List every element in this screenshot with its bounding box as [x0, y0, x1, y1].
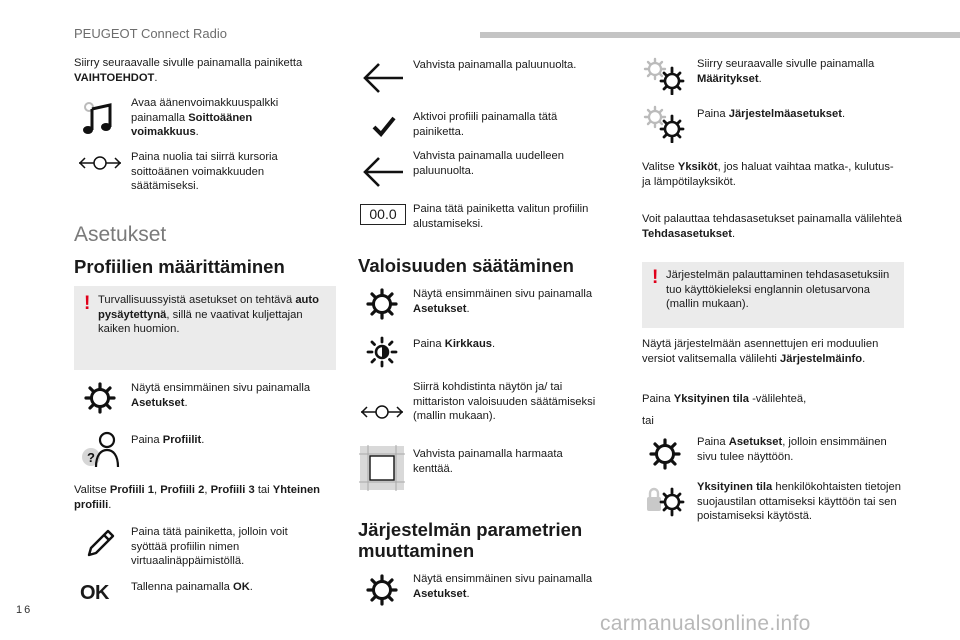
svg-text:?: ?	[87, 450, 95, 465]
warning-icon-2: !	[652, 267, 659, 288]
ok-mark: OK	[80, 582, 109, 604]
page-header-title: PEUGEOT Connect Radio	[74, 26, 227, 41]
watermark: carmanualsonline.info	[600, 612, 811, 635]
reset-text: Paina tätä painiketta valitun profiilin alustamiseksi.	[413, 203, 589, 230]
or-text: tai	[642, 415, 654, 427]
system-heading-line2: muuttaminen	[358, 540, 475, 561]
config-text: Siirry seuraavalle sivulle painamalla Määritykset.	[697, 58, 875, 85]
back-arrow-icon-2	[360, 152, 406, 192]
factory-text: Voit palauttaa tehdasasetukset painamalla välilehteä Tehdasasetukset.	[642, 213, 902, 240]
cursor-arrows-icon	[76, 143, 124, 183]
system-heading-line1: Järjestelmän parametrien	[358, 519, 583, 540]
intro-paragraph: Siirry seuraavalle sivulle painamalla painiketta VAIHTOEHDOT.	[74, 57, 303, 84]
private-mode-text: Paina Yksityinen tila -välilehteä,	[642, 393, 807, 405]
pencil-icon	[80, 524, 120, 564]
check-text: Aktivoi profiili painamalla tätä painiketta.	[413, 111, 558, 138]
units-text: Valitse Yksiköt, jos haluat vaihtaa matka-, kulutus- ja lämpötilayksiköt.	[642, 161, 894, 188]
system-heading	[358, 519, 628, 561]
section-title: Asetukset	[74, 223, 167, 246]
warning-text-2: Järjestelmän palauttaminen tehdasasetuksiin tuo käyttökieleksi englannin oletusarvona (mallin mukaan).	[666, 269, 890, 311]
privacy-lock-icon	[642, 482, 688, 522]
reset-counter-icon: 00.0	[360, 204, 406, 225]
system-info-text: Näytä järjestelmään asennettujen eri moduulien versiot valitsemalla välilehti Järjestelmäinfo.	[642, 338, 879, 365]
gear4-text: Paina Asetukset, jolloin ensimmäinen sivu tulee näyttöön.	[697, 436, 887, 463]
music-note-icon	[78, 98, 118, 138]
gear3-text: Näytä ensimmäinen sivu painamalla Asetukset.	[413, 573, 593, 600]
back2-text: Vahvista painamalla uudelleen paluunuolta.	[413, 150, 564, 177]
music-text: Avaa äänenvoimakkuuspalkki painamalla Soittoäänen voimakkuus.	[131, 97, 279, 139]
warning-box-2	[642, 262, 904, 328]
system-settings-text: Paina Järjestelmäasetukset.	[697, 108, 846, 120]
brightness-icon	[362, 332, 402, 372]
profiles-text: Paina Profiilit.	[131, 434, 205, 446]
brightness-heading: Valoisuuden säätäminen	[358, 255, 574, 276]
grey-field-text: Vahvista painamalla harmaata kenttää.	[413, 448, 563, 475]
warning-box	[74, 286, 336, 370]
grey-field-icon	[358, 444, 406, 492]
gear-icon-3	[362, 570, 402, 610]
gear-icon	[80, 378, 120, 418]
header-bar	[480, 32, 960, 38]
back1-text: Vahvista painamalla paluunuolta.	[413, 59, 577, 71]
profiles-heading: Profiilien määrittäminen	[74, 256, 285, 277]
brightness-text: Paina Kirkkaus.	[413, 338, 496, 350]
arrows-text: Paina nuolia tai siirrä kursoria soittoäänen voimakkuuden säätämiseksi.	[131, 151, 278, 193]
cursor-arrows-icon-2	[358, 392, 406, 432]
privacy-text: Yksityinen tila henkilökohtaisten tietojen suojaustilan ottamiseksi käyttöön tai sen poistamiseksi käytöstä.	[697, 481, 901, 523]
gear2-text: Näytä ensimmäinen sivu painamalla Asetukset.	[413, 288, 593, 315]
profile-icon	[78, 429, 124, 471]
gear-icon-4	[645, 434, 685, 474]
warning-text: Turvallisuussyistä asetukset on tehtävä auto pysäytettynä, sillä ne vaativat kuljettajan kaiken huomion.	[98, 294, 319, 336]
system-gears-icon	[642, 104, 688, 144]
select-profile-text: Valitse Profiili 1, Profiili 2, Profiili 3 tai Yhteinen profiili.	[74, 484, 321, 511]
pencil-text: Paina tätä painiketta, jolloin voit syöttää profiilin nimen virtuaalinäppäimistöllä.	[131, 526, 288, 568]
page-number: 16	[16, 604, 33, 616]
ok-text: Tallenna painamalla OK.	[131, 581, 253, 593]
cursor-text: Siirrä kohdistinta näytön ja/ tai mittariston valoisuuden säätämiseksi (mallin mukaan).	[413, 381, 596, 423]
gear-icon-2	[362, 284, 402, 324]
settings-text: Näytä ensimmäinen sivu painamalla Asetukset.	[131, 382, 311, 409]
back-arrow-icon	[360, 58, 406, 98]
config-gears-icon	[642, 56, 688, 96]
check-icon	[364, 106, 404, 146]
warning-icon: !	[84, 293, 91, 314]
